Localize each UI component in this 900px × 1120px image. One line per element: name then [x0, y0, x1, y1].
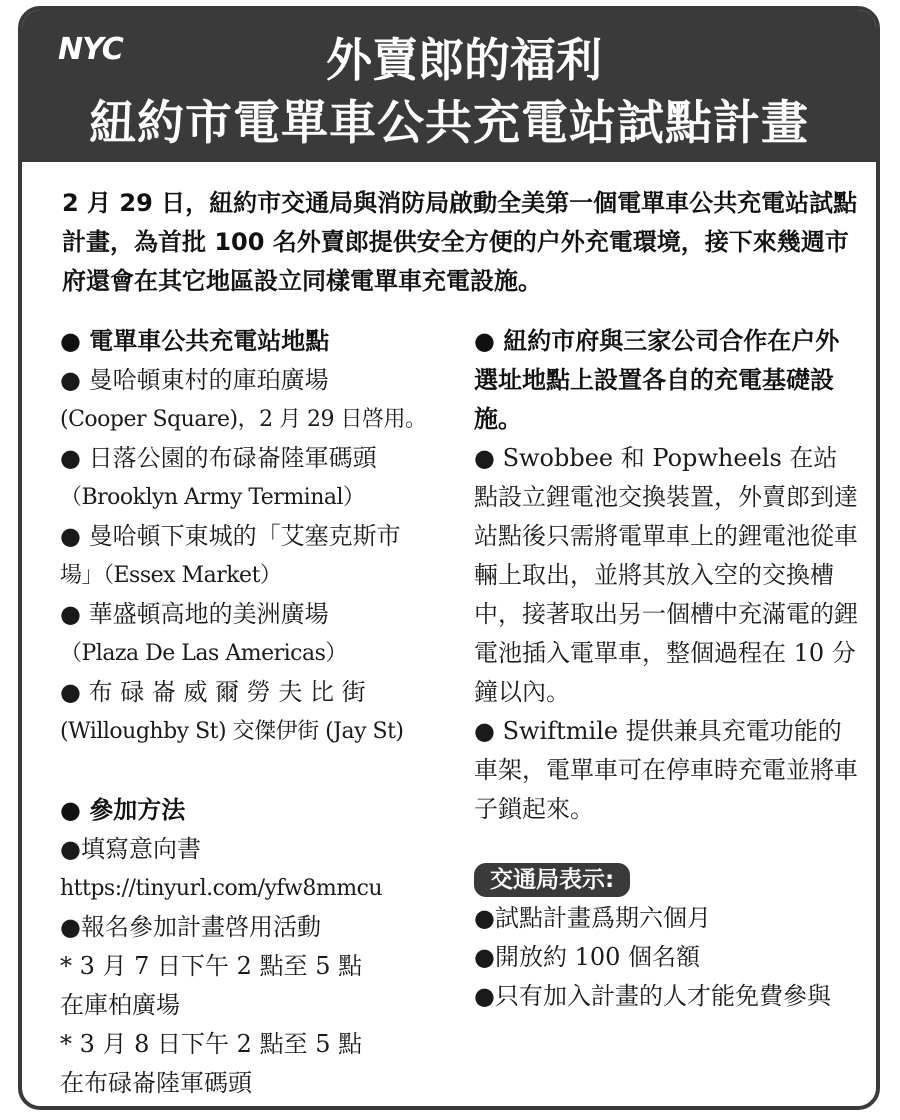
intro-paragraph: 2 月 29 日，紐約市交通局與消防局啟動全美第一個電單車公共充電站試點計畫，為首批 100 名外賣郎提供安全方便的户外充電環境，接下來幾週市府還會在其它地區設立同樣電單車充電設施。 [62, 189, 858, 295]
signup-link[interactable]: https://tinyurl.com/yfw8mmcu [60, 876, 383, 901]
location-line: （Plaza De Las Americas） [60, 641, 347, 666]
join-line: 在庫柏廣場 [60, 991, 180, 1019]
partner-item: ● Swobbee 和 Popwheels 在站點設立鋰電池交換裝置，外賣郎到達站點後只需將電單車上的鋰電池從車輛上取出，並將其放入空的交換槽中，接著取出另一個槽中充滿電的鋰電池插入電單車，整個過程在 10 分鐘以內。 [474, 444, 858, 706]
join-line: * 3 月 8 日下午 2 點至 5 點 [60, 1030, 363, 1058]
nyc-logo: NYC [58, 32, 123, 67]
partners-heading: ● 紐約市府與三家公司合作在户外選址地點上設置各自的充電基礎設施。 [474, 327, 840, 433]
location-line: (Cooper Square)，2 月 29 日啓用。 [60, 407, 427, 432]
dot-item: ●試點計畫爲期六個月 [474, 904, 711, 932]
location-line: （Brooklyn Army Terminal） [60, 485, 365, 510]
title-line-1: 外賣郎的福利 [326, 33, 602, 87]
join-heading: ● 參加方法 [60, 796, 186, 824]
left-column [60, 322, 460, 1103]
join-line: * 3 月 7 日下午 2 點至 5 點 [60, 952, 363, 980]
title-line-2: 紐約市電單車公共充電站試點計畫 [89, 96, 809, 151]
join-line: ●報名參加計畫啓用活動 [60, 913, 321, 941]
location-line: ● 日落公園的布碌崙陸軍碼頭 [60, 444, 377, 472]
join-line: 在布碌崙陸軍碼頭 [60, 1069, 252, 1097]
spacer [474, 829, 858, 863]
location-line: ● 布 碌 崙 威 爾 勞 夫 比 街 [60, 678, 366, 706]
spacer [60, 751, 460, 791]
location-line: ● 華盛頓高地的美洲廣場 [60, 600, 329, 628]
location-line: ● 曼哈頓下東城的「艾塞克斯市 [60, 522, 401, 550]
dot-item: ●只有加入計畫的人才能免費參與 [474, 982, 831, 1010]
header-banner [22, 10, 876, 162]
right-column [474, 322, 858, 1016]
dot-item: ●開放約 100 個名額 [474, 943, 701, 971]
dot-badge: 交通局表示: [474, 863, 630, 897]
location-line: 場」（Essex Market） [60, 563, 282, 588]
location-line: ● 曼哈頓東村的庫珀廣場 [60, 366, 329, 394]
location-line: (Willoughby St) 交傑伊街 (Jay St) [60, 719, 404, 744]
notice-card [18, 6, 880, 1110]
join-line: ●填寫意向書 [60, 835, 201, 863]
locations-heading: ● 電單車公共充電站地點 [60, 327, 330, 355]
partner-item: ● Swiftmile 提供兼具充電功能的車架，電單車可在停車時充電並將車子鎖起來。 [474, 717, 858, 823]
